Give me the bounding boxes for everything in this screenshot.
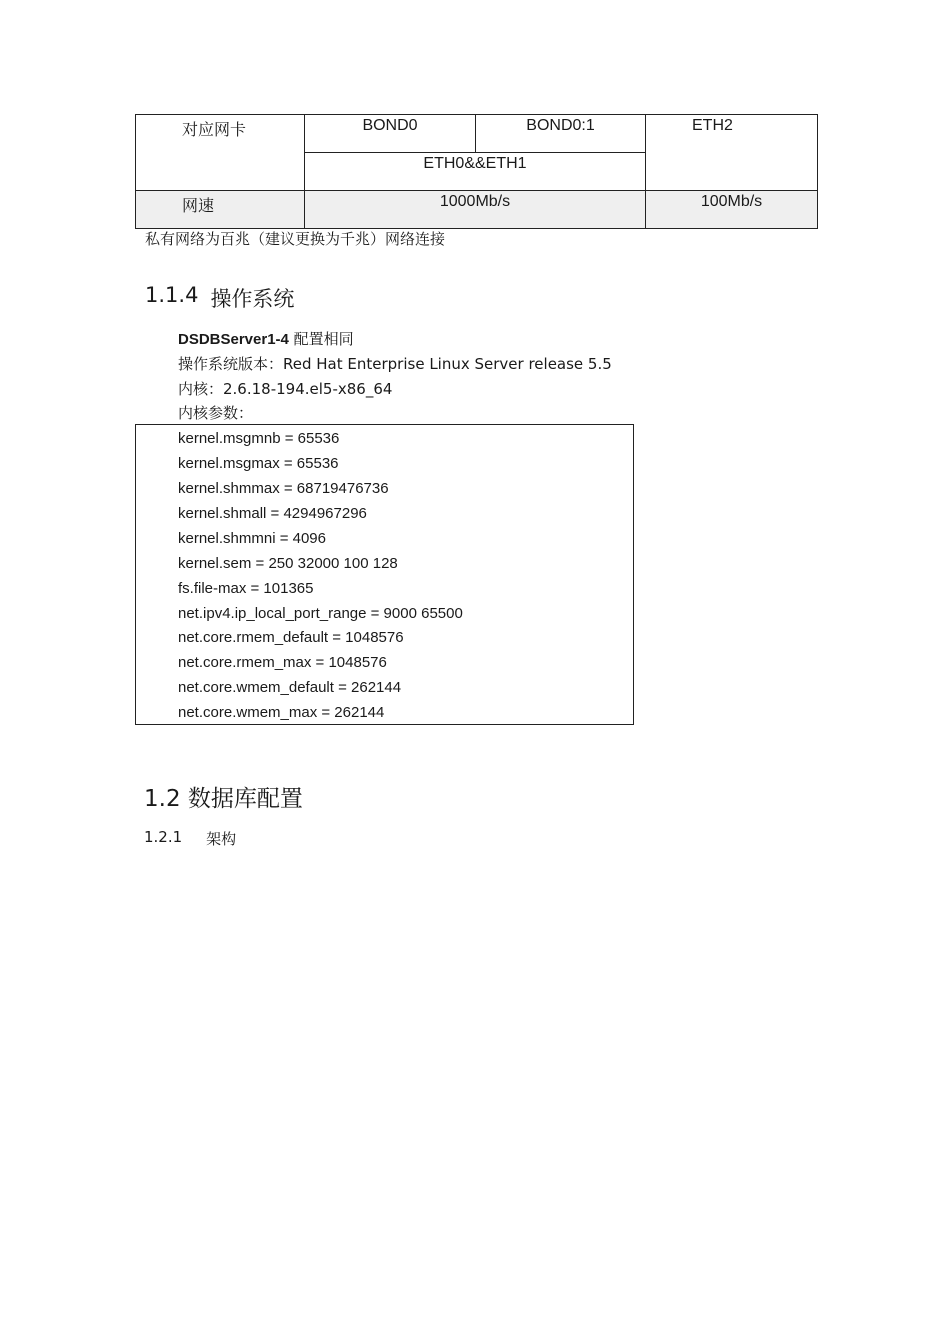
- section-121-number: 1.2.1: [144, 828, 183, 846]
- network-note: 私有网络为百兆（建议更换为千兆）网络连接: [145, 230, 446, 248]
- kernel-param-line: kernel.msgmax = 65536: [178, 455, 339, 472]
- kernel-version: 内核：2.6.18-194.el5-x86_64: [178, 380, 393, 398]
- kernel-params-box: [135, 424, 634, 725]
- kernel-param-line: net.core.wmem_max = 262144: [178, 704, 385, 721]
- nic-table-row: [136, 115, 818, 153]
- kernel-params-label: 内核参数：: [178, 404, 254, 422]
- section-114-number: 1.1.4: [145, 283, 199, 307]
- section-121-heading: [144, 828, 236, 849]
- kernel-param-line: fs.file-max = 101365: [178, 580, 314, 597]
- nic-header-label: 对应网卡: [136, 115, 305, 191]
- server-suffix: 配置相同: [288, 330, 354, 348]
- nic-bond0: BOND0: [305, 115, 476, 153]
- section-114-title: 操作系统: [210, 287, 295, 311]
- kernel-param-line: kernel.sem = 250 32000 100 128: [178, 555, 398, 572]
- nic-eth0-eth1: ETH0&&ETH1: [305, 153, 646, 191]
- kernel-param-line: net.core.rmem_default = 1048576: [178, 629, 404, 646]
- speed-bond: 1000Mb/s: [305, 191, 646, 229]
- os-version: 操作系统版本：Red Hat Enterprise Linux Server release 5.5: [178, 355, 612, 373]
- kernel-param-line: net.ipv4.ip_local_port_range = 9000 65500: [178, 605, 463, 622]
- server-name: DSDBServer1-4: [178, 331, 289, 348]
- section-12-heading: 1.2 数据库配置: [144, 786, 303, 812]
- kernel-param-line: kernel.shmall = 4294967296: [178, 505, 367, 522]
- kernel-param-line: net.core.wmem_default = 262144: [178, 679, 402, 696]
- nic-bond0-1: BOND0:1: [476, 115, 646, 153]
- nic-eth2: ETH2: [646, 115, 818, 191]
- kernel-param-line: kernel.msgmnb = 65536: [178, 430, 340, 447]
- server-line: [178, 328, 354, 349]
- speed-label: 网速: [136, 191, 305, 229]
- nic-table: [135, 114, 818, 229]
- section-121-title: 架构: [206, 830, 237, 848]
- nic-speed-row: [136, 191, 818, 229]
- speed-eth2: 100Mb/s: [646, 191, 818, 229]
- section-114-heading: [145, 283, 294, 313]
- kernel-param-line: kernel.shmmax = 68719476736: [178, 480, 389, 497]
- kernel-param-line: net.core.rmem_max = 1048576: [178, 654, 387, 671]
- kernel-param-line: kernel.shmmni = 4096: [178, 530, 326, 547]
